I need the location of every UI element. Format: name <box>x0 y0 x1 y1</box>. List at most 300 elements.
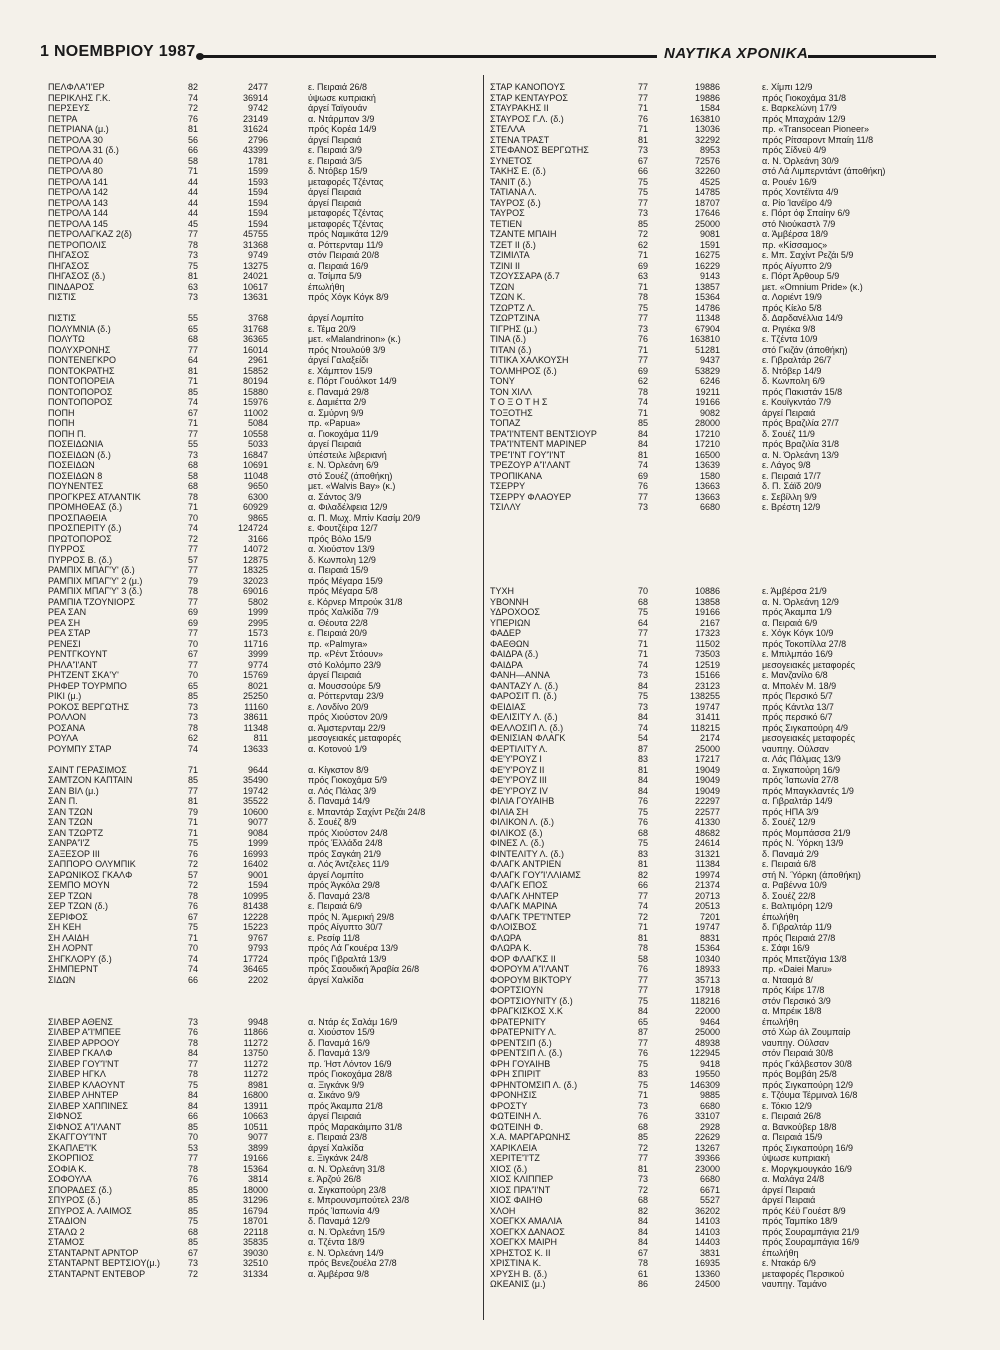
ship-status: πρός Λά Γκουέρα 13/9 <box>308 943 399 953</box>
ship-row <box>48 1059 480 1070</box>
tonnage: 17210 <box>694 439 720 449</box>
tonnage: 23149 <box>242 113 268 124</box>
ship-name: ΦΛΑΓΚ ΕΠΟΣ <box>490 880 548 890</box>
ship-name: ΣΚΑΠΛΕ'Ί'Κ <box>48 1142 97 1153</box>
tonnage: 72576 <box>694 155 720 166</box>
ship-status: πρός Ντουλούθ 3/9 <box>308 344 386 355</box>
ship-name: Τ Ο Ξ Ο Τ Η Σ <box>490 397 548 407</box>
ship-row <box>48 849 480 860</box>
tonnage: 811 <box>253 733 268 743</box>
ship-row <box>48 943 480 954</box>
block-gap <box>490 513 960 524</box>
ship-row <box>490 1153 960 1164</box>
tonnage: 14786 <box>694 302 720 313</box>
ship-name: ΧΕΡΙΤΕ'Ί'ΤΖ <box>490 1153 540 1163</box>
build-year: 81 <box>188 271 199 281</box>
build-year: 76 <box>638 796 649 806</box>
ship-row <box>490 1038 960 1049</box>
tonnage: 16275 <box>694 250 720 260</box>
ship-row <box>490 1206 960 1217</box>
ship-status: πρός Βόλο 15/9 <box>308 533 372 544</box>
ship-status: α. Π. Μωχ. Μπίν Κασίμ 20/9 <box>308 512 421 523</box>
tonnage: 20713 <box>694 890 720 901</box>
ship-name: ΣΙΛΒΕΡ ΓΚΑΛΦ <box>48 1048 113 1058</box>
tonnage: 35713 <box>694 974 720 985</box>
tonnage: 3814 <box>247 1174 268 1184</box>
ship-name: ΣΗ ΛΟΡΝΤ <box>48 943 93 953</box>
ship-row <box>48 870 480 881</box>
build-year: 74 <box>188 92 199 103</box>
ship-name: ΡΟΚΟΣ ΒΕΡΓΩΤΗΣ <box>48 701 130 712</box>
build-year: 78 <box>188 890 199 901</box>
ship-status: ε. Βρέστη 12/9 <box>762 502 821 512</box>
ship-status: α. Τζέντα 18/9 <box>308 1237 365 1247</box>
ship-status: α. Ριγιέκα 9/8 <box>762 323 816 334</box>
ship-status: δ. Παναμά 14/9 <box>308 796 370 806</box>
ship-status: άργεί Πειραιά <box>308 670 362 680</box>
build-year: 85 <box>638 418 649 428</box>
ship-row <box>48 1122 480 1133</box>
ship-name: ΦΛΩΡΑ Κ. <box>490 943 532 953</box>
ship-status: πρός Μομπάσσα 21/9 <box>762 827 851 838</box>
ship-status: ναυπηγ. Ταμάνο <box>762 1279 827 1289</box>
ship-name: ΡΕΝΕΣΙ <box>48 638 81 649</box>
ship-name: ΣΙΛΒΕΡ Α'Ί'ΜΠΕΕ <box>48 1027 121 1037</box>
tonnage: 16800 <box>242 1090 268 1100</box>
ship-status: άργεί Πειραιά <box>762 1195 816 1205</box>
ship-status: ε. Μπρουνσμπούτελ 23/8 <box>308 1195 410 1205</box>
build-year: 85 <box>188 1237 199 1247</box>
ship-row <box>490 271 960 282</box>
build-year: 76 <box>638 1048 649 1058</box>
ship-status: α. Μαλάγα 24/8 <box>762 1174 825 1184</box>
build-year: 74 <box>188 523 199 533</box>
ship-status: πρός Βενεζουέλα 27/8 <box>308 1258 397 1268</box>
ship-name: ΠΕΤΡΟΛΑ 141 <box>48 176 108 187</box>
ship-status: πρός Αίγυπτο 2/9 <box>762 260 832 271</box>
ship-row <box>48 1185 480 1196</box>
ship-row <box>490 775 960 786</box>
tonnage: 43399 <box>242 145 268 155</box>
ship-status: μεταφορές Περσικού <box>762 1268 845 1279</box>
ship-name: ΣΥΝΕΤΟΣ <box>490 155 532 166</box>
ship-row <box>490 450 960 461</box>
build-year: 68 <box>188 460 199 470</box>
ship-name: ΦΑΔΕΡ <box>490 628 521 638</box>
ship-status: ε. Ντακάρ 6/9 <box>762 1258 816 1268</box>
section-title: ΝΑΥΤΙΚΑ ΧΡΟΝΙΚΑ <box>664 45 809 62</box>
tonnage: 12228 <box>242 911 268 922</box>
ship-name: ΦΡΗ ΣΠΙΡΙΤ <box>490 1069 541 1079</box>
build-year: 74 <box>638 397 649 407</box>
ship-status: στή Ν. Ύόρκη (άποθήκη) <box>762 869 861 880</box>
ship-row <box>48 576 480 587</box>
ship-name: ΣΑΝΡΑ'Ί'Ζ <box>48 838 90 848</box>
tonnage: 14103 <box>694 1226 720 1237</box>
tonnage: 16500 <box>694 449 720 460</box>
ship-status: δ. Γιβραλτάρ 11/9 <box>762 922 832 932</box>
ship-name: ΦΙΝΕΣ Λ. (δ.) <box>490 838 545 848</box>
build-year: 79 <box>188 806 199 817</box>
build-year: 71 <box>638 407 649 418</box>
build-year: 81 <box>188 796 199 806</box>
ship-row <box>490 418 960 429</box>
ship-status: ε. Πειραιά 6/9 <box>308 901 363 911</box>
build-year: 73 <box>638 1174 649 1184</box>
ship-name: ΣΑΝ ΤΖΩΡΤΖ <box>48 827 104 838</box>
ship-row <box>490 145 960 156</box>
ship-status: μεσογειακές μεταφορές <box>762 659 855 670</box>
build-year: 55 <box>188 439 199 449</box>
ship-name: ΣΙΦΝΟΣ <box>48 1111 83 1121</box>
build-year: 64 <box>188 355 199 365</box>
build-year: 75 <box>638 806 649 817</box>
ship-row <box>490 303 960 314</box>
ship-row <box>48 555 480 566</box>
build-year: 67 <box>638 155 649 166</box>
ship-status: πρός Χοντέϊντα 4/9 <box>762 187 839 197</box>
build-year: 73 <box>638 1100 649 1111</box>
build-year: 62 <box>188 733 199 743</box>
tonnage: 10617 <box>242 281 268 292</box>
ship-row <box>490 1248 960 1259</box>
tonnage: 13663 <box>694 491 720 502</box>
ship-status: πρός Πειραιά 27/8 <box>762 932 836 943</box>
tonnage: 6300 <box>247 491 268 502</box>
build-year: 78 <box>638 1258 649 1268</box>
ship-name: ΧΛΟΗ <box>490 1205 516 1216</box>
ship-row <box>48 282 480 293</box>
ship-name: ΠΕΡΣΕΥΣ <box>48 103 90 113</box>
tonnage: 17323 <box>694 628 720 638</box>
ship-name: ΣΤΑΡ ΚΕΝΤΑΥΡΟΣ <box>490 92 568 103</box>
build-year: 77 <box>638 890 649 901</box>
tonnage: 8981 <box>247 1079 268 1090</box>
build-year: 78 <box>188 586 199 596</box>
ship-row <box>48 240 480 251</box>
ship-name: ΣΤΑΜΟΣ <box>48 1237 85 1247</box>
block-gap <box>48 996 480 1007</box>
ship-row <box>490 366 960 377</box>
tonnage: 19049 <box>694 785 720 796</box>
tonnage: 24021 <box>242 271 268 281</box>
ship-name: ΠΟΠΗ <box>48 407 75 418</box>
ship-row <box>48 607 480 618</box>
ship-row <box>490 1132 960 1143</box>
build-year: 87 <box>638 743 649 754</box>
ship-row <box>490 1027 960 1038</box>
build-year: 74 <box>188 953 199 964</box>
ship-name: ΤΡΕΖΟΥΡ Α'Ί'ΛΑΝΤ <box>490 460 571 470</box>
build-year: 58 <box>188 470 199 481</box>
ship-name: ΣΙΦΝΟΣ Α'Ί'ΛΑΝΤ <box>48 1121 122 1132</box>
ship-status: άργεί Γαλαξείδι <box>308 355 369 365</box>
tonnage: 2928 <box>699 1121 720 1132</box>
ship-status: ε. Πειραιά 6/8 <box>762 859 817 869</box>
ship-name: ΣΑΠΠΟΡΟ ΟΛΥΜΠΙΚ <box>48 859 136 869</box>
ship-name: ΤΑΚΗΣ Ε. (δ.) <box>490 166 546 176</box>
tonnage: 9077 <box>247 817 268 827</box>
tonnage: 28000 <box>694 418 720 428</box>
ship-name: ΧΙΟΣ ΚΛΙΠΠΕΡ <box>490 1174 554 1184</box>
ship-name: ΠΡΟΜΗΘΕΑΣ (δ.) <box>48 502 123 512</box>
ship-status: α. Ν. Όρλεάνη 15/9 <box>308 1226 385 1237</box>
tonnage: 11272 <box>243 1037 268 1048</box>
ship-name: ΤΥΧΗ <box>490 586 515 596</box>
ship-name: ΠΟΣΕΙΔΩΝ <box>48 460 95 470</box>
tonnage: 13633 <box>242 743 268 754</box>
ship-status: πρός Άκαμπα 1/9 <box>762 607 832 617</box>
ship-row <box>490 82 960 93</box>
tonnage: 9418 <box>699 1058 720 1069</box>
tonnage: 15166 <box>694 670 720 680</box>
ship-name: ΤΡΟΠΙΚΑΝΑ <box>490 470 543 481</box>
build-year: 84 <box>638 680 649 691</box>
ship-status: άργεί Χαλκίδα <box>308 974 364 985</box>
tonnage: 14403 <box>694 1237 720 1247</box>
ship-name: ΠΟΣΕΙΔΩΝ 8 <box>48 470 103 481</box>
build-year: 67 <box>188 911 199 922</box>
ship-name: ΧΑΡΙΚΛΕΙΑ <box>490 1142 538 1153</box>
ship-status: α. Σιγκαπούρη 16/9 <box>762 764 841 775</box>
ship-row <box>48 933 480 944</box>
ship-row <box>48 114 480 125</box>
build-year: 72 <box>638 1184 649 1195</box>
ship-row <box>48 219 480 230</box>
build-year: 66 <box>638 166 649 176</box>
build-year: 75 <box>638 302 649 313</box>
tonnage: 16935 <box>694 1258 720 1268</box>
ship-status: πρός Μπαγκλαντές 1/9 <box>762 785 854 796</box>
ship-row <box>490 723 960 734</box>
build-year: 68 <box>188 481 199 491</box>
ship-name: ΥΒΟΝΝΗ <box>490 596 529 607</box>
build-year: 77 <box>188 428 199 439</box>
build-year: 77 <box>188 596 199 607</box>
ship-status: ε. Μπ. Σαχίντ Ρεζάι 5/9 <box>762 250 854 260</box>
ship-name: ΦΛΑΓΚ ΑΝΤΡΙΕΝ <box>490 859 562 869</box>
ship-name: ΣΗ ΚΕΗ <box>48 922 82 932</box>
build-year: 66 <box>188 974 199 985</box>
tonnage: 13663 <box>694 481 720 491</box>
tonnage: 19166 <box>694 397 720 407</box>
block-gap <box>490 565 960 576</box>
tonnage: 5527 <box>699 1195 720 1205</box>
tonnage: 45755 <box>242 229 268 239</box>
ship-row <box>490 828 960 839</box>
tonnage: 11048 <box>243 470 268 481</box>
tonnage: 6680 <box>699 1100 720 1111</box>
build-year: 68 <box>188 334 199 344</box>
ship-row <box>48 1017 480 1028</box>
ship-name: ΦΛΑΓΚ ΤΡΕ'Ί'ΝΤΕΡ <box>490 911 571 922</box>
ship-row <box>490 1185 960 1196</box>
build-year: 85 <box>188 775 199 785</box>
ship-status: άργεί Πειραιά <box>308 439 362 449</box>
ship-row <box>48 660 480 671</box>
build-year: 71 <box>188 932 199 943</box>
ship-status: ε. Χίμπι 12/9 <box>762 82 813 92</box>
ship-status: α. Ν. Όρλεάνη 12/9 <box>762 596 839 607</box>
ship-status: ναυπηγ. Ούλσαν <box>762 743 829 754</box>
ship-status: μεταφορές Τζέντας <box>308 208 384 218</box>
tonnage: 25250 <box>242 691 268 701</box>
tonnage: 19166 <box>242 1153 268 1163</box>
build-year: 79 <box>188 575 199 586</box>
build-year: 77 <box>638 355 649 365</box>
ship-status: α. Χιούστον 13/9 <box>308 544 375 554</box>
build-year: 77 <box>188 565 199 575</box>
ship-status: πρ. «Κίσσαμος» <box>762 239 828 250</box>
ship-status: πρός Άγκόλα 29/8 <box>308 880 380 890</box>
tonnage: 10558 <box>242 428 268 439</box>
ship-row <box>48 1132 480 1143</box>
ship-row <box>48 1038 480 1049</box>
tonnage: 2202 <box>247 974 268 985</box>
ship-status: πρ. «Ρέντ Στόουν» <box>308 649 384 659</box>
ship-status: πρ. «Daiei Maru» <box>762 964 832 974</box>
ship-name: ΦΛΑΓΚ ΓΟΥ'Ί'ΛΛΙΑΜΣ <box>490 869 581 880</box>
ship-row <box>48 828 480 839</box>
tonnage: 32510 <box>242 1258 268 1268</box>
ship-name: ΠΕΤΡΟΛΑ 142 <box>48 187 108 197</box>
ship-name: ΠΥΡΡΟΣ <box>48 544 86 554</box>
ship-row <box>48 1206 480 1217</box>
block-gap <box>48 303 480 314</box>
build-year: 71 <box>638 103 649 113</box>
ship-row <box>48 408 480 419</box>
tonnage: 32023 <box>242 575 268 586</box>
ship-row <box>490 691 960 702</box>
ship-status: α. Γιοκοχάμα 11/9 <box>308 428 379 439</box>
tonnage: 19049 <box>694 775 720 785</box>
tonnage: 17646 <box>694 208 720 218</box>
ship-name: ΣΕΡ ΤΖΩΝ <box>48 890 92 901</box>
ship-row <box>490 870 960 881</box>
ship-row <box>48 313 480 324</box>
build-year: 70 <box>188 670 199 680</box>
ship-row <box>48 166 480 177</box>
tonnage: 6671 <box>699 1184 720 1195</box>
ship-name: ΡΟΥΜΠΥ ΣΤΑΡ <box>48 743 112 754</box>
build-year: 75 <box>188 1216 199 1226</box>
build-year: 72 <box>188 859 199 869</box>
ship-status: ε. Χάμπτον 15/9 <box>308 365 373 376</box>
tonnage: 124724 <box>237 523 268 533</box>
build-year: 69 <box>188 617 199 628</box>
tonnage: 22000 <box>694 1006 720 1016</box>
tonnage: 9865 <box>247 512 268 523</box>
ship-name: ΠΕΤΡΑ <box>48 113 78 124</box>
ship-status: δ. Σουέζ 22/8 <box>762 890 816 901</box>
build-year: 78 <box>638 386 649 397</box>
ship-status: α. Μπρέικ 18/8 <box>762 1006 822 1016</box>
ship-row <box>48 502 480 513</box>
ship-status: ε. Δαμιέττα 2/9 <box>308 397 367 407</box>
ship-status: α. Τσίμπα 5/9 <box>308 271 362 281</box>
ship-name: ΣΤΑΝΤΑΡΝΤ ΑΡΝΤΟΡ <box>48 1247 139 1258</box>
tonnage: 163810 <box>689 113 720 124</box>
build-year: 73 <box>638 701 649 712</box>
build-year: 73 <box>188 701 199 712</box>
tonnage: 35522 <box>242 796 268 806</box>
tonnage: 22118 <box>243 1226 268 1237</box>
tonnage: 8831 <box>699 932 720 943</box>
ship-name: ΣΙΛΒΕΡ ΗΓΚΛ <box>48 1069 106 1079</box>
tonnage: 16014 <box>242 344 268 355</box>
build-year: 77 <box>188 229 199 239</box>
ship-name: ΣΙΛΒΕΡ ΛΗΝΤΕΡ <box>48 1090 119 1100</box>
ship-status: πρ. «Transocean Pioneer» <box>762 124 870 134</box>
ship-name: ΦΕ'Υ'ΡΟΥΖ ΙV <box>490 785 548 796</box>
ship-block <box>48 1017 480 1280</box>
build-year: 66 <box>638 880 649 890</box>
ship-name: ΦΡΕΝΤΣΙΠ Λ. (δ.) <box>490 1048 563 1058</box>
build-year: 84 <box>638 1237 649 1247</box>
ship-name: ΣΤΕΦΑΝΟΣ ΒΕΡΓΩΤΗΣ <box>490 145 589 155</box>
ship-status: ε. Τζέντα 10/9 <box>762 334 818 344</box>
ship-name: ΠΟΣΕΙΔΩΝΙΑ <box>48 439 104 449</box>
ship-row <box>48 723 480 734</box>
tonnage: 18000 <box>242 1184 268 1195</box>
ship-status: δ. Παναμά 13/9 <box>308 1048 370 1058</box>
tonnage: 11348 <box>243 722 268 733</box>
tonnage: 19550 <box>694 1069 720 1079</box>
ship-status: έπωλήθη <box>308 281 345 292</box>
ship-row <box>490 439 960 450</box>
ship-name: ΡΑΜΠΙΧ ΜΠΑΓ'Υ' (δ.) <box>48 565 135 575</box>
ship-row <box>490 166 960 177</box>
ship-status: πρός Ν. Άμερική 29/8 <box>308 911 395 922</box>
ship-row <box>490 334 960 345</box>
ship-status: α. Κίγκστον 8/9 <box>308 764 369 775</box>
tonnage: 21374 <box>694 880 720 890</box>
ship-name: ΠΕΤΡΟΛΑ 31 (δ.) <box>48 145 119 155</box>
ship-status: α. Λός Πάλας 3/9 <box>308 785 377 796</box>
tonnage: 118216 <box>690 995 720 1006</box>
ship-row <box>490 187 960 198</box>
ship-name: ΣΙΛΒΕΡ ΑΘΕΝΣ <box>48 1016 113 1027</box>
ship-row <box>48 135 480 146</box>
ship-status: ε. Κουϊγκντάο 7/9 <box>762 397 831 407</box>
ship-status: πρός Γκάλβεστον 30/8 <box>762 1058 852 1069</box>
ship-name: ΤΙΤΙΚΑ ΧΑΛΚΟΥΣΗ <box>490 355 569 365</box>
ship-status: δ. Σουέζ 11/9 <box>762 428 815 439</box>
build-year: 71 <box>188 418 199 428</box>
ship-row <box>48 712 480 723</box>
tonnage: 18707 <box>694 197 720 208</box>
ship-name: ΦΡΑΤΕΡΝΙΤΥ <box>490 1016 546 1027</box>
build-year: 69 <box>638 260 649 271</box>
ship-status: πρός Γιοκοχάμα 31/8 <box>762 92 846 103</box>
ship-name: ΧΙΟΣ (δ.) <box>490 1163 528 1174</box>
build-year: 77 <box>188 659 199 670</box>
tonnage: 13275 <box>242 260 268 271</box>
tonnage: 17210 <box>694 428 720 439</box>
ship-name: ΣΑΡΩΝΙΚΟΣ ΓΚΑΛΦ <box>48 869 133 880</box>
tonnage: 9082 <box>699 407 720 418</box>
ship-name: ΡΑΜΠΙΧ ΜΠΑΓ'Υ' 2 (μ.) <box>48 575 143 586</box>
ship-name: ΦΑΡΟΣΙΤ Π. (δ.) <box>490 691 557 701</box>
ship-status: δ. Δαρδανέλλια 14/9 <box>762 313 843 323</box>
build-year: 72 <box>188 1268 199 1279</box>
ship-row <box>48 702 480 713</box>
build-year: 71 <box>188 827 199 838</box>
ship-status: μετ. «Walvis Bay» (κ.) <box>308 481 396 491</box>
ship-name: ΧΡΙΣΤΙΝΑ Κ. <box>490 1258 542 1268</box>
column-divider <box>483 75 484 1320</box>
ship-row <box>48 1216 480 1227</box>
